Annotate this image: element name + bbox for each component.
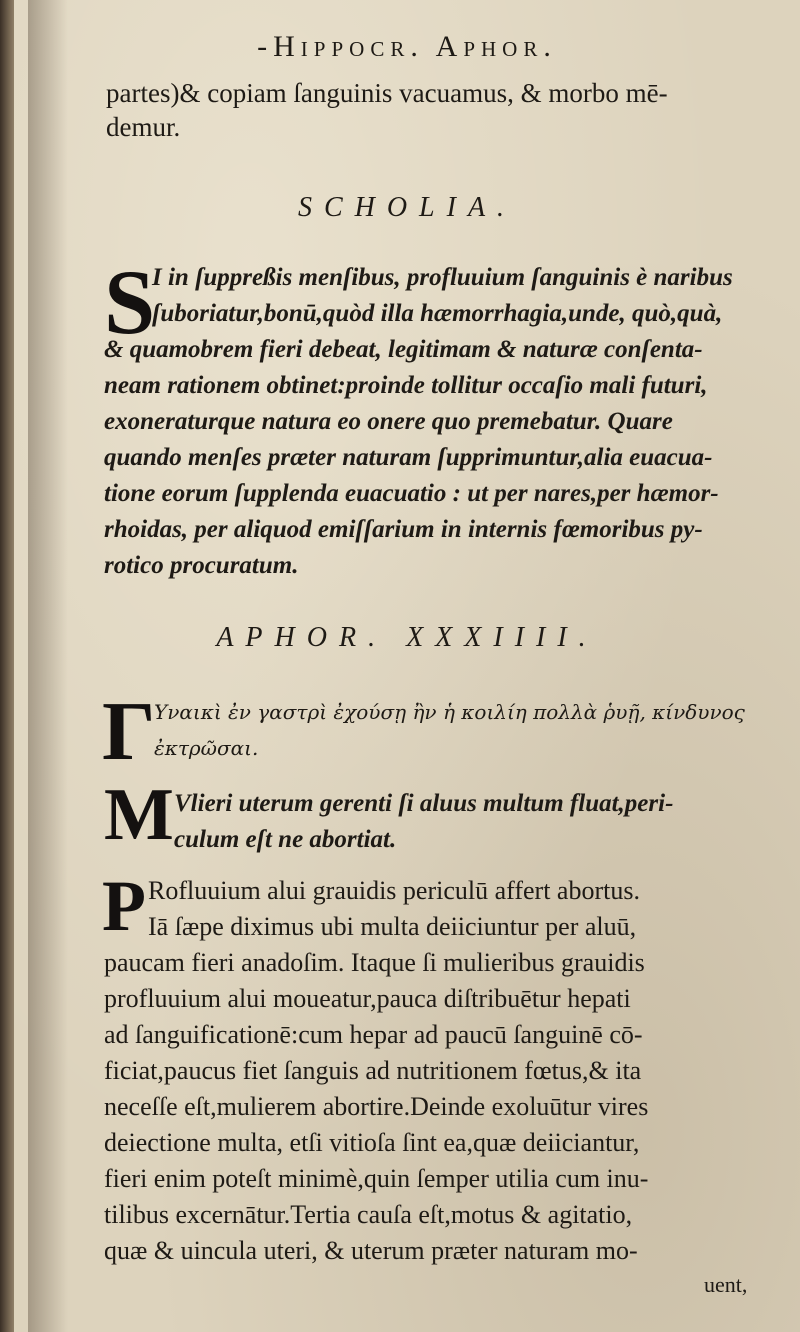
catchword: uent, xyxy=(704,1272,748,1297)
commentary-line: ad ſanguificationē:cum hepar ad paucū ſanguinē cō- xyxy=(104,1020,643,1049)
scholia-line: ſuboriatur,bonū,quòd illa hæmorrhagia,unde, quò,quà, xyxy=(152,300,723,327)
greek-drop-cap: Γ xyxy=(102,685,156,778)
scholia-drop-cap: S xyxy=(104,251,156,353)
commentary-line: deiectione multa, etſi vitioſa ſint ea,quæ deiiciantur, xyxy=(104,1128,640,1157)
scholia-line: neam rationem obtinet:proinde tollitur occaſio mali futuri, xyxy=(104,372,708,399)
scholia-line: quando menſes præter naturam ſupprimuntur,alia euacua- xyxy=(104,444,713,471)
greek-line: ἐκτρῶσαι. xyxy=(154,736,259,760)
commentary-line: Iā ſæpe diximus ubi multa deiiciuntur per aluū, xyxy=(148,912,637,941)
commentary-line: Rofluuium alui grauidis periculū affert abortus. xyxy=(148,876,640,905)
latin-aphorism-line: culum eſt ne abortiat. xyxy=(174,826,397,853)
scholia-line: I in ſuppreßis menſibus, profluuium ſanguinis è naribus xyxy=(152,264,733,291)
scholia-line: exoneraturque natura eo onere quo premebatur. Quare xyxy=(104,408,673,435)
scholia-line: & quamobrem fieri debeat, legitimam & naturæ conſenta- xyxy=(104,336,703,363)
scholia-line: rhoidas, per aliquod emiſſarium in internis fœmoribus py- xyxy=(104,516,703,543)
commentary-line: profluuium alui moueatur,pauca diſtribuētur hepati xyxy=(104,984,631,1013)
book-page xyxy=(14,0,800,1332)
scholia-line: tione eorum ſupplenda euacuatio : ut per nares,per hæmor- xyxy=(104,480,719,507)
greek-line: Υναικὶ ἐν γαστρὶ ἐχούσῃ ἢν ἡ κοιλίη πολλὰ ῥυῇ, κίνδυνος xyxy=(154,700,745,724)
commentary-line: paucam fieri anadoſim. Itaque ſi mulieribus grauidis xyxy=(104,948,645,977)
commentary-drop-cap: P xyxy=(102,866,146,946)
commentary-line: tilibus excernātur.Tertia cauſa eſt,motus & agitatio, xyxy=(104,1200,633,1229)
latin-drop-cap: M xyxy=(104,774,174,856)
aphorism-heading: APHOR. XXXIIII. xyxy=(216,622,598,653)
latin-aphorism-line: Vlieri uterum gerenti ſi aluus multum fluat,peri- xyxy=(174,790,674,817)
scholia-heading: SCHOLIA. xyxy=(297,192,517,223)
text-line: partes)& copiam ſanguinis vacuamus, & morbo mē- xyxy=(106,78,668,108)
running-head: -Hippocr. Aphor. xyxy=(257,30,557,63)
text-line: demur. xyxy=(106,112,181,142)
commentary-line: fieri enim poteſt minimè,quin ſemper utilia cum inu- xyxy=(104,1164,649,1193)
scholia-line: rotico procuratum. xyxy=(104,552,299,579)
commentary-line: quæ & uincula uteri, & uterum præter naturam mo- xyxy=(104,1236,638,1265)
commentary-line: ficiat,paucus fiet ſanguis ad nutritionem fœtus,& ita xyxy=(104,1056,642,1085)
commentary-line: neceſſe eſt,mulierem abortire.Deinde exoluūtur vires xyxy=(104,1092,649,1121)
